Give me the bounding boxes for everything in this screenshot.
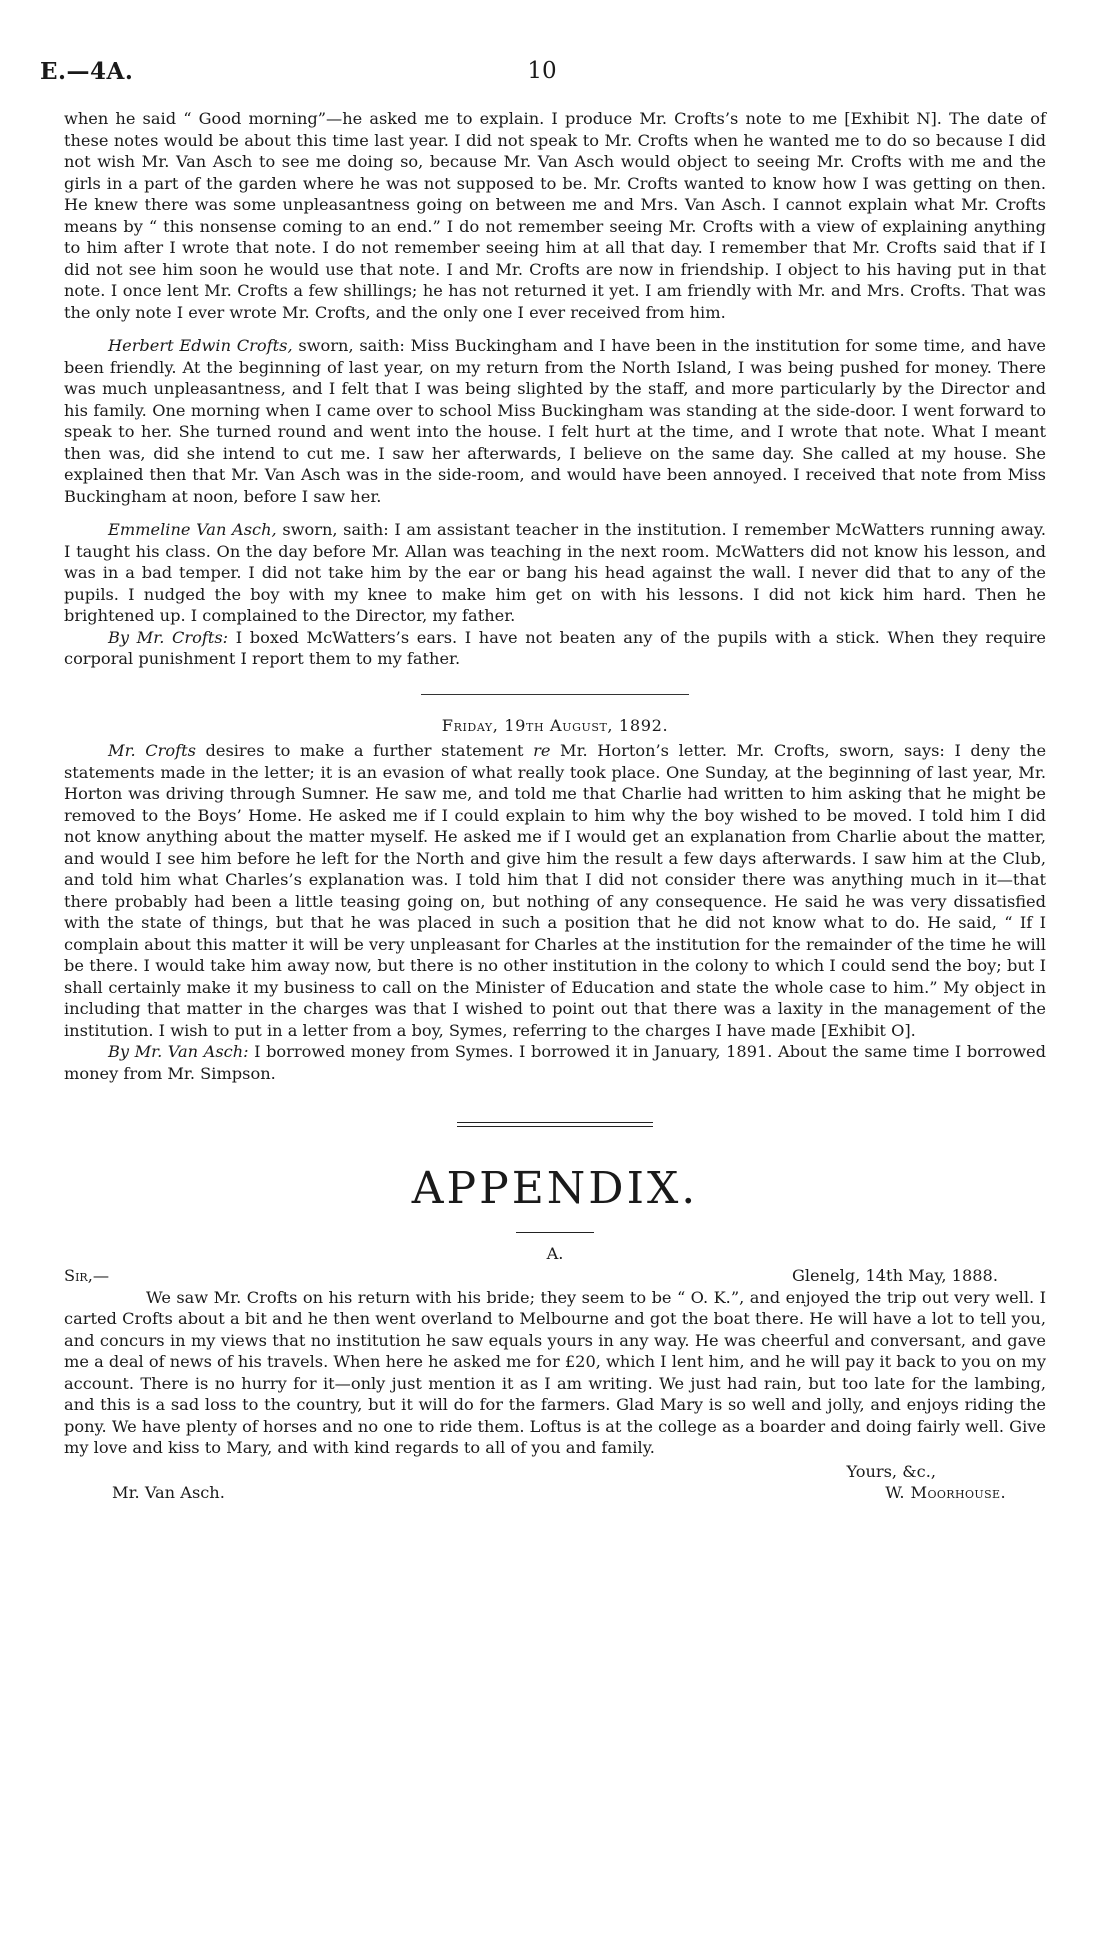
paragraph-crofts-testimony xyxy=(64,335,1046,507)
speaker-name: By Mr. Crofts: xyxy=(108,627,229,647)
letter-closing: Yours, &c., xyxy=(846,1461,936,1481)
letter-signature: W. Moorhouse. xyxy=(885,1483,1006,1502)
speaker-name: Emmeline Van Asch, xyxy=(108,520,277,539)
paragraph-further-statement xyxy=(64,740,1046,1041)
appendix-title: APPENDIX. xyxy=(411,1163,699,1214)
letter-label: A. xyxy=(546,1244,564,1263)
testimony-text: sworn, saith: I am assistant teacher in the institution. I remember McWatters running away. I taught his class. On the day before Mr. Allan was teaching in the next room. McWatters did not know his lesson, and was in a bad temper. I did not take him by the ear or bang his head against the wall. I never did that to any of the pupils. I nudged the boy with my knee to make him get on with his lessons. I did not kick him hard. Then he brightened up. I complained to the Director, my father. xyxy=(64,520,1046,625)
paragraph-van-asch-question xyxy=(64,1041,1046,1084)
letter-body: We saw Mr. Crofts on his return with his bride; they seem to be “ O. K.”, and enjoyed the trip out very well. I carted Crofts about a bit and he then went overland to Melbourne and got the boat there. He will have a lot to tell you, and concurs in my views that no institution he saw equals yours in any way. He was cheerful and conversant, and gave me a deal of news of his travels. When here he asked me for £20, which I lent him, and he will pay it back to you on my account. There is no hurry for it—only just mention it as I am writing. We just had rain, but too late for the lambing, and this is a sad loss to the country, but it will do for the farmers. Glad Mary is so well and jolly, and enjoys riding the pony. We have plenty of horses and no one to ride them. Loftus is at the college as a boarder and doing fairly well. Give my love and kiss to Mary, and with kind regards to all of you and family. xyxy=(64,1287,1046,1457)
paragraph-cross-examination xyxy=(64,627,1046,670)
session-date-heading: Friday, 19th August, 1892. xyxy=(441,715,669,735)
document-code: E.—4A. xyxy=(40,58,134,85)
speaker-name: Herbert Edwin Crofts, xyxy=(108,336,293,355)
letter-addressee: Mr. Van Asch. xyxy=(112,1483,225,1502)
page-body xyxy=(64,108,1046,1506)
testimony-text: Mr. Horton’s letter. Mr. Crofts, sworn, says: I deny the statements made in the letter; it is an evasion of what really took place. One Sunday, at the beginning of last year, Mr. Horton was driving through Sumner. He saw me, and told me that Charlie had written to him asking that he might be removed to the Boys’ Home. He asked me if I could explain to him why the boy wished to be moved. I told him I did not know anything about the matter myself. He asked me if I would get an explanation from Charlie about the matter, and would I see him before he left for the North and give him the result a few days afterwards. I saw him at the Club, and told him what Charles’s explanation was. I told him that I did not consider there was anything much in it—that there probably had been a little teasing going on, but nothing of any consequence. He said he was very dissatisfied with the state of things, but that he was placed in such a position that he did not know what to do. He said, “ If I complain about this matter it will be very unpleasant for Charles at the institution for the remainder of the time he will be there. I would take him away now, but there is no other institution in the colony to which I could send the boy; but I shall certainly make it my business to call on the Minister of Education and state the whole case to him.” My object in including that matter in the charges was that I wished to point out that there was a laxity in the management of the institution. I wish to put in a letter from a boy, Symes, referring to the charges I have made [Exhibit O]. xyxy=(64,741,1047,1040)
page-number: 10 xyxy=(527,58,557,84)
speaker-name: Mr. Crofts xyxy=(108,741,196,760)
letter-sign-row xyxy=(64,1482,1046,1506)
speaker-name: By Mr. Van Asch: xyxy=(108,1042,249,1061)
testimony-text: I borrowed money from Symes. I borrowed it in January, 1891. About the same time I borrowed money from Mr. Simpson. xyxy=(64,1042,1046,1083)
section-divider xyxy=(421,694,689,695)
testimony-text: sworn, saith: Miss Buckingham and I have been in the institution for some time, and have been friendly. At the beginning of last year, on my return from the North Island, I was being pushed for money. There was much unpleasantness, and I felt that I was being slighted by the staff, and more particularly by the Director and his family. One morning when I came over to school Miss Buckingham was standing at the side-door. I went forward to speak to her. She turned round and went into the house. I felt hurt at the time, and I wrote that note. What I meant then was, did she intend to cut me. I saw her afterwards, I believe on the same day. She called at my house. She explained then that Mr. Van Asch was in the side-room, and would have been annoyed. I received that note from Miss Buckingham at noon, before I saw her. xyxy=(64,336,1046,506)
short-divider xyxy=(516,1232,594,1233)
appendix-divider xyxy=(457,1122,653,1130)
paragraph-continued-testimony: when he said “ Good morning”—he asked me to explain. I produce Mr. Crofts’s note to me [Exhibit N]. The date of these notes would be about this time last year. I did not speak to Mr. Crofts when he wanted me to do so because I did not wish Mr. Van Asch to see me doing so, because Mr. Van Asch would object to seeing Mr. Crofts with me and the girls in a part of the garden where he was not supposed to be. Mr. Crofts wanted to know how I was getting on then. He knew there was some unpleasantness going on between me and Mrs. Van Asch. I cannot explain what Mr. Crofts means by “ this nonsense coming to an end.” I do not remember seeing Mr. Crofts with a view of explaining anything to him after I wrote that note. I do not remember seeing him at all that day. I remember that Mr. Crofts said that if I did not see him soon he would use that note. I and Mr. Crofts are now in friendship. I object to his having put in that note. I once lent Mr. Crofts a few shillings; he has not returned it yet. I am friendly with Mr. and Mrs. Crofts. That was the only note I ever wrote Mr. Crofts, and the only one I ever received from him. xyxy=(64,109,1046,322)
paragraph-van-asch-testimony xyxy=(64,519,1046,627)
letter-salutation: Sir,— xyxy=(64,1265,110,1285)
testimony-text: I boxed McWatters’s ears. I have not beaten any of the pupils with a stick. When they require corporal punishment I report them to my father. xyxy=(64,627,1046,668)
letter-date: Glenelg, 14th May, 1888. xyxy=(791,1265,998,1285)
re-word: re xyxy=(533,741,551,760)
testimony-text: desires to make a further statement xyxy=(195,741,534,760)
letter-heading-row xyxy=(64,1265,1046,1287)
page-header xyxy=(40,58,1044,94)
